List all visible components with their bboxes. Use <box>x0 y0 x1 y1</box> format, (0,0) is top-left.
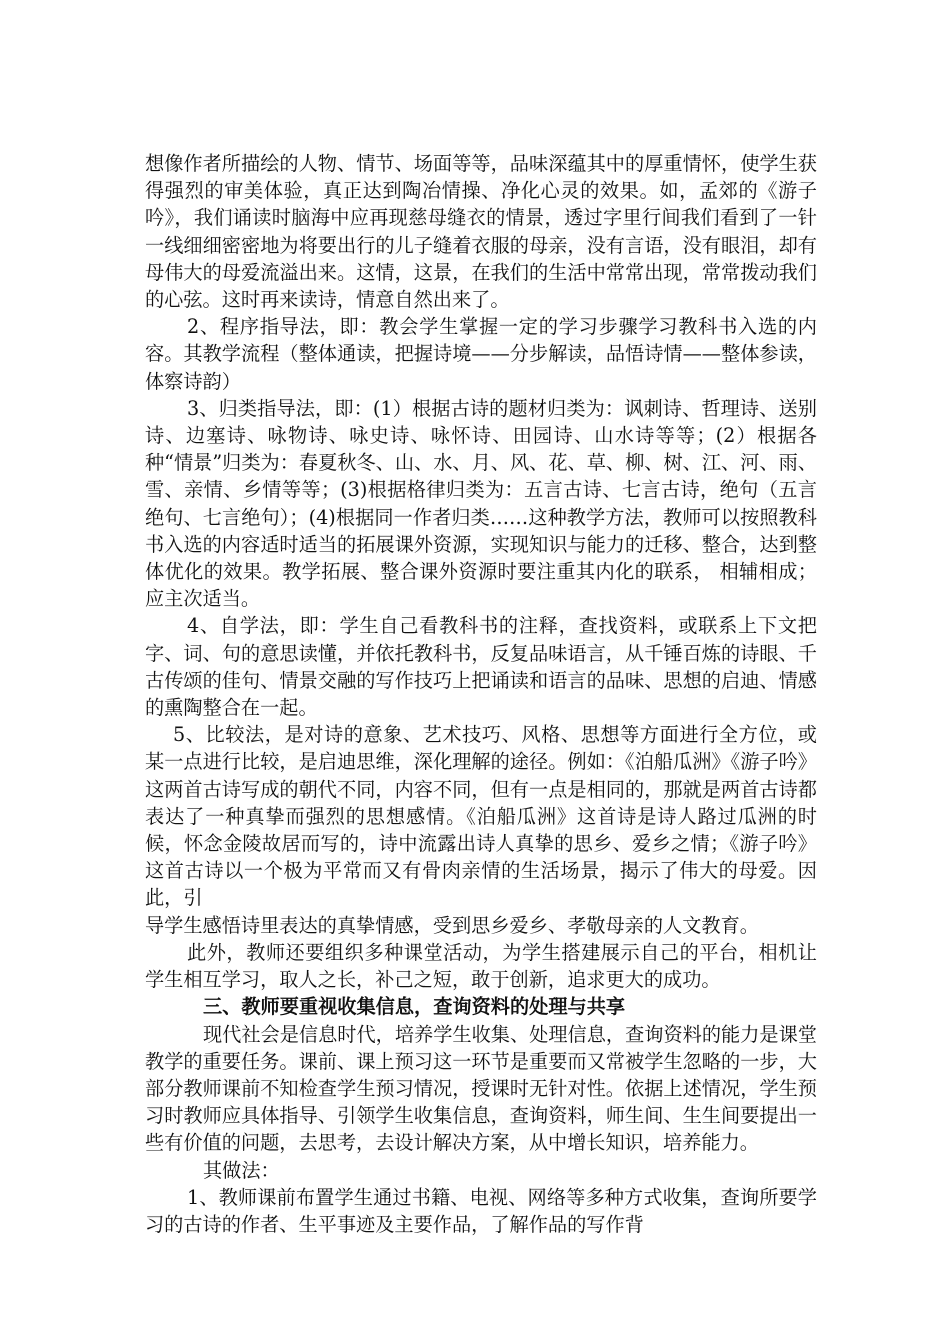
paragraph-method-3: 3、归类指导法，即：(1）根据古诗的题材归类为：讽刺诗、哲理诗、送别诗、边塞诗、咏物诗、咏史诗、咏怀诗、田园诗、山水诗等等；(2）根据各种“情景”归类为：春夏秋冬、山、水、月、风、花、草、柳、树、江、河、雨、雪、亲情、乡情等等；(3)根据格律归类为：五言古诗、七言古诗，绝句（五言绝句、七言绝句）；(4)根据同一作者归类……这种教学方法，教师可以按照教科书入选的内容适时适当的拓展课外资源，实现知识与能力的迁移、整合，达到整体优化的效果。教学拓展、整合课外资源时要注重其内化的联系， 相辅相成； 应主次适当。 <box>145 396 817 611</box>
paragraph-continued: 想像作者所描绘的人物、情节、场面等等，品味深蕴其中的厚重情怀，使学生获得强烈的审美体验，真正达到陶冶情操、净化心灵的效果。如，孟郊的《游子吟》，我们诵读时脑海中应再现慈母缝衣的情景，透过字里行间我们看到了一针一线细细密密地为将要出行的儿子缝着衣服的母亲，没有言语，没有眼泪，却有母伟大的母爱流溢出来。这情，这景，在我们的生活中常常出现，常常拨动我们的心弦。这时再来读诗，情意自然出来了。 <box>145 152 817 312</box>
paragraph-information-age: 现代社会是信息时代，培养学生收集、处理信息，查询资料的能力是课堂教学的重要任务。课前、课上预习这一环节是重要而又常被学生忽略的一步，大部分教师课前不知检查学生预习情况，授课时无针对性。依据上述情况，学生预习时教师应具体指导、引领学生收集信息，查询资料，师生间、生生间要提出一些有价值的问题，去思考，去设计解决方案，从中增长知识，培养能力。 <box>145 1022 817 1155</box>
paragraph-method-2: 2、程序指导法，即：教会学生掌握一定的学习步骤学习教科书入选的内容。其教学流程（整体通读，把握诗境——分步解读，品悟诗情——整体参读，体察诗韵） <box>145 315 817 393</box>
paragraph-approach-1: 1、教师课前布置学生通过书籍、电视、网络等多种方式收集，查询所要学习的古诗的作者、生平事迹及主要作品，了解作品的写作背 <box>145 1185 817 1236</box>
section-heading: 三、教师要重视收集信息，查询资料的处理与共享 <box>203 995 626 1019</box>
paragraph-additionally: 此外，教师还要组织多种课堂活动，为学生搭建展示自己的平台，相机让学生相互学习，取人之长，补己之短，敢于创新，追求更大的成功。 <box>145 940 817 992</box>
document-body <box>145 150 817 1238</box>
paragraph-method-5-continued: 导学生感悟诗里表达的真挚情感，受到思乡爱乡、孝敬母亲的人文教育。 <box>145 913 759 937</box>
paragraph-method-5: 5、比较法，是对诗的意象、艺术技巧、风格、思想等方面进行全方位，或某一点进行比较，是启迪思维，深化理解的途径。例如：《泊船瓜洲》《游子吟》这两首古诗写成的朝代不同，内容不同，但有一点是相同的，那就是两首古诗都表达了一种真挚而强烈的思想感情。《泊船瓜洲》这首诗是诗人路过瓜洲的时候，怀念金陵故居而写的，诗中流露出诗人真挚的思乡、爱乡之情；《游子吟》这首古诗以一个极为平常而又有骨肉亲情的生活场景，揭示了伟大的母爱。因此，引 <box>145 723 817 910</box>
paragraph-method-4: 4、自学法，即：学生自己看教科书的注释，查找资料，或联系上下文把字、词、句的意思读懂，并依托教科书，反复品味语言，从千锤百炼的诗眼、千古传颂的佳句、情景交融的写作技巧上把诵读和语言的品味、思想的启迪、情感的熏陶整合在一起。 <box>145 614 817 720</box>
paragraph-approach-label: 其做法： <box>203 1158 280 1182</box>
